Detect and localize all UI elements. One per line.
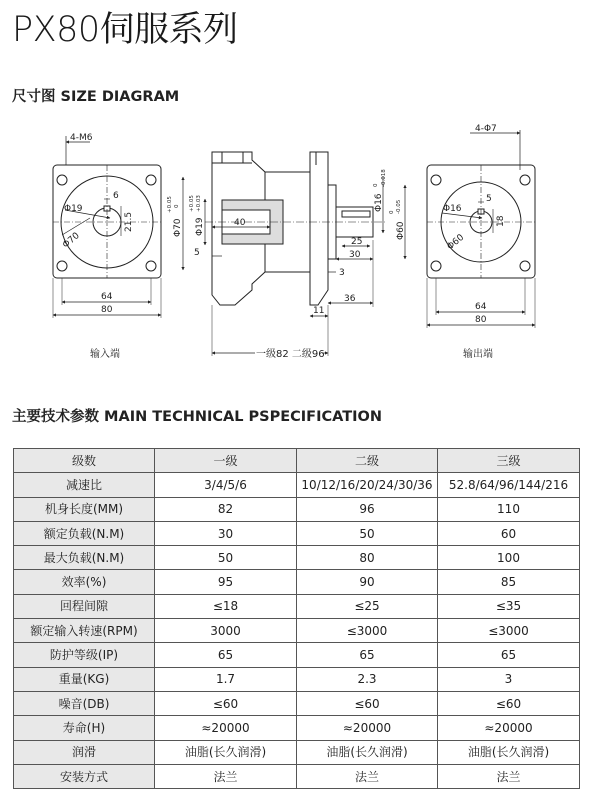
side-dim-36: 36 (344, 294, 356, 304)
output-key-height: 18 (496, 215, 506, 227)
table-row (14, 570, 580, 594)
table-row (14, 764, 580, 788)
table-cell: 油脂(长久润滑) (155, 740, 297, 764)
output-flange (310, 152, 328, 305)
bolt-hole (57, 175, 67, 185)
table-cell: 2.3 (297, 667, 438, 691)
bolt-hole (431, 175, 441, 185)
table-cell: 法兰 (155, 764, 297, 788)
table-row (14, 521, 580, 545)
table-row-label: 寿命(H) (14, 716, 155, 740)
side-dia-19: Φ19 (195, 217, 205, 236)
table-cell: 10/12/16/20/24/30/36 (297, 473, 438, 497)
table-row (14, 643, 580, 667)
side-dia-60-tol-lower: -0.05 (396, 199, 402, 214)
side-dia-19-tol-upper: +0.05 (189, 195, 195, 212)
table-header-row (14, 449, 580, 473)
table-cell: 95 (155, 570, 297, 594)
side-length-caption: 一级82 二级96 (256, 349, 325, 360)
table-row-label: 效率(%) (14, 570, 155, 594)
table-cell: ≈20000 (297, 716, 438, 740)
table-row-label: 回程间隙 (14, 594, 155, 618)
table-row-label: 额定负载(N.M) (14, 521, 155, 545)
input-end-view (53, 133, 161, 360)
table-header-cell: 一级 (155, 449, 297, 473)
table-cell: 65 (155, 643, 297, 667)
table-cell: 60 (438, 521, 580, 545)
output-end-view (427, 124, 535, 360)
output-bolt-label: 4-Φ7 (475, 124, 497, 134)
table-cell: 法兰 (438, 764, 580, 788)
table-row (14, 667, 580, 691)
table-cell: 100 (438, 546, 580, 570)
input-bolt-label: 4-M6 (70, 133, 93, 143)
table-cell: 82 (155, 497, 297, 521)
bolt-hole (57, 261, 67, 271)
table-cell: ≤60 (438, 691, 580, 715)
side-depth-40: 40 (234, 218, 246, 228)
table-header-cell: 三级 (438, 449, 580, 473)
side-dim-5: 5 (194, 248, 200, 258)
table-cell: 80 (297, 546, 438, 570)
table-row-label: 噪音(DB) (14, 691, 155, 715)
output-dim-inner: 64 (475, 302, 487, 312)
table-row-label: 减速比 (14, 473, 155, 497)
table-cell: 1.7 (155, 667, 297, 691)
input-key-width: 6 (113, 191, 119, 201)
side-dim-11: 11 (313, 306, 325, 316)
page-title: PX80伺服系列 (12, 10, 238, 50)
table-cell: ≈20000 (155, 716, 297, 740)
size-diagram-heading: 尺寸图 SIZE DIAGRAM (12, 89, 180, 105)
table-row-label: 额定输入转速(RPM) (14, 619, 155, 643)
input-end-caption: 输入端 (90, 349, 120, 360)
input-key-height: 21.5 (124, 211, 134, 232)
table-row (14, 740, 580, 764)
output-pilot-dia: Φ60 (445, 232, 467, 253)
input-pilot-dia: Φ70 (61, 230, 82, 251)
table-cell: 法兰 (297, 764, 438, 788)
table-header-cell: 二级 (297, 449, 438, 473)
table-cell: ≤35 (438, 594, 580, 618)
side-section-view (167, 152, 406, 360)
bolt-hole (520, 261, 530, 271)
table-cell: 90 (297, 570, 438, 594)
table-cell: 65 (297, 643, 438, 667)
table-cell: 96 (297, 497, 438, 521)
table-row (14, 691, 580, 715)
table-row-label: 润滑 (14, 740, 155, 764)
table-cell: 油脂(长久润滑) (297, 740, 438, 764)
table-cell: ≈20000 (438, 716, 580, 740)
table-cell: 50 (155, 546, 297, 570)
table-row-label: 防护等级(IP) (14, 643, 155, 667)
side-dia-70-tol-upper: +0.05 (167, 196, 173, 213)
size-diagram (0, 112, 591, 370)
side-dia-60: Φ60 (396, 221, 406, 240)
side-dim-3: 3 (339, 268, 345, 278)
side-dia-60-tol-upper: 0 (389, 210, 395, 214)
side-dia-19-tol-lower: +0.03 (196, 195, 202, 212)
bolt-hole (520, 175, 530, 185)
side-dia-16-tol-upper: 0 (373, 183, 379, 187)
table-cell: 3 (438, 667, 580, 691)
table-cell: 65 (438, 643, 580, 667)
table-cell: ≤3000 (438, 619, 580, 643)
table-cell: ≤60 (297, 691, 438, 715)
table-cell: ≤3000 (297, 619, 438, 643)
table-cell: 50 (297, 521, 438, 545)
table-cell: ≤60 (155, 691, 297, 715)
side-key-length: 25 (351, 237, 363, 247)
bolt-hole (146, 261, 156, 271)
table-cell: 3000 (155, 619, 297, 643)
table-row (14, 473, 580, 497)
table-cell: 85 (438, 570, 580, 594)
output-shaft-dia: Φ16 (443, 204, 462, 214)
table-cell: 52.8/64/96/144/216 (438, 473, 580, 497)
input-shaft-dia: Φ19 (64, 204, 83, 214)
table-row-label: 机身长度(MM) (14, 497, 155, 521)
output-dim-outer: 80 (475, 315, 487, 325)
spec-table (13, 448, 580, 789)
table-cell: ≤18 (155, 594, 297, 618)
table-row-label: 安装方式 (14, 764, 155, 788)
table-cell: 30 (155, 521, 297, 545)
output-key-width: 5 (486, 194, 492, 204)
input-dim-outer: 80 (101, 305, 113, 315)
table-row-label: 重量(KG) (14, 667, 155, 691)
table-cell: 油脂(长久润滑) (438, 740, 580, 764)
table-cell: ≤25 (297, 594, 438, 618)
table-row (14, 716, 580, 740)
table-row (14, 497, 580, 521)
table-cell: 110 (438, 497, 580, 521)
input-dim-inner: 64 (101, 292, 113, 302)
table-row-label: 最大负载(N.M) (14, 546, 155, 570)
bolt-hole (431, 261, 441, 271)
table-row (14, 546, 580, 570)
table-row (14, 619, 580, 643)
spec-heading: 主要技术参数 MAIN TECHNICAL PSPECIFICATION (12, 409, 382, 425)
side-dia-70-tol-lower: 0 (174, 204, 180, 208)
side-shaft-length: 30 (349, 250, 361, 260)
side-dia-70: Φ70 (173, 218, 183, 237)
table-cell: 3/4/5/6 (155, 473, 297, 497)
side-dia-16-tol-lower: -0.018 (381, 169, 387, 187)
table-row (14, 594, 580, 618)
side-dia-16: Φ16 (374, 193, 384, 212)
bolt-hole (146, 175, 156, 185)
output-end-caption: 输出端 (463, 349, 493, 360)
table-header-cell: 级数 (14, 449, 155, 473)
